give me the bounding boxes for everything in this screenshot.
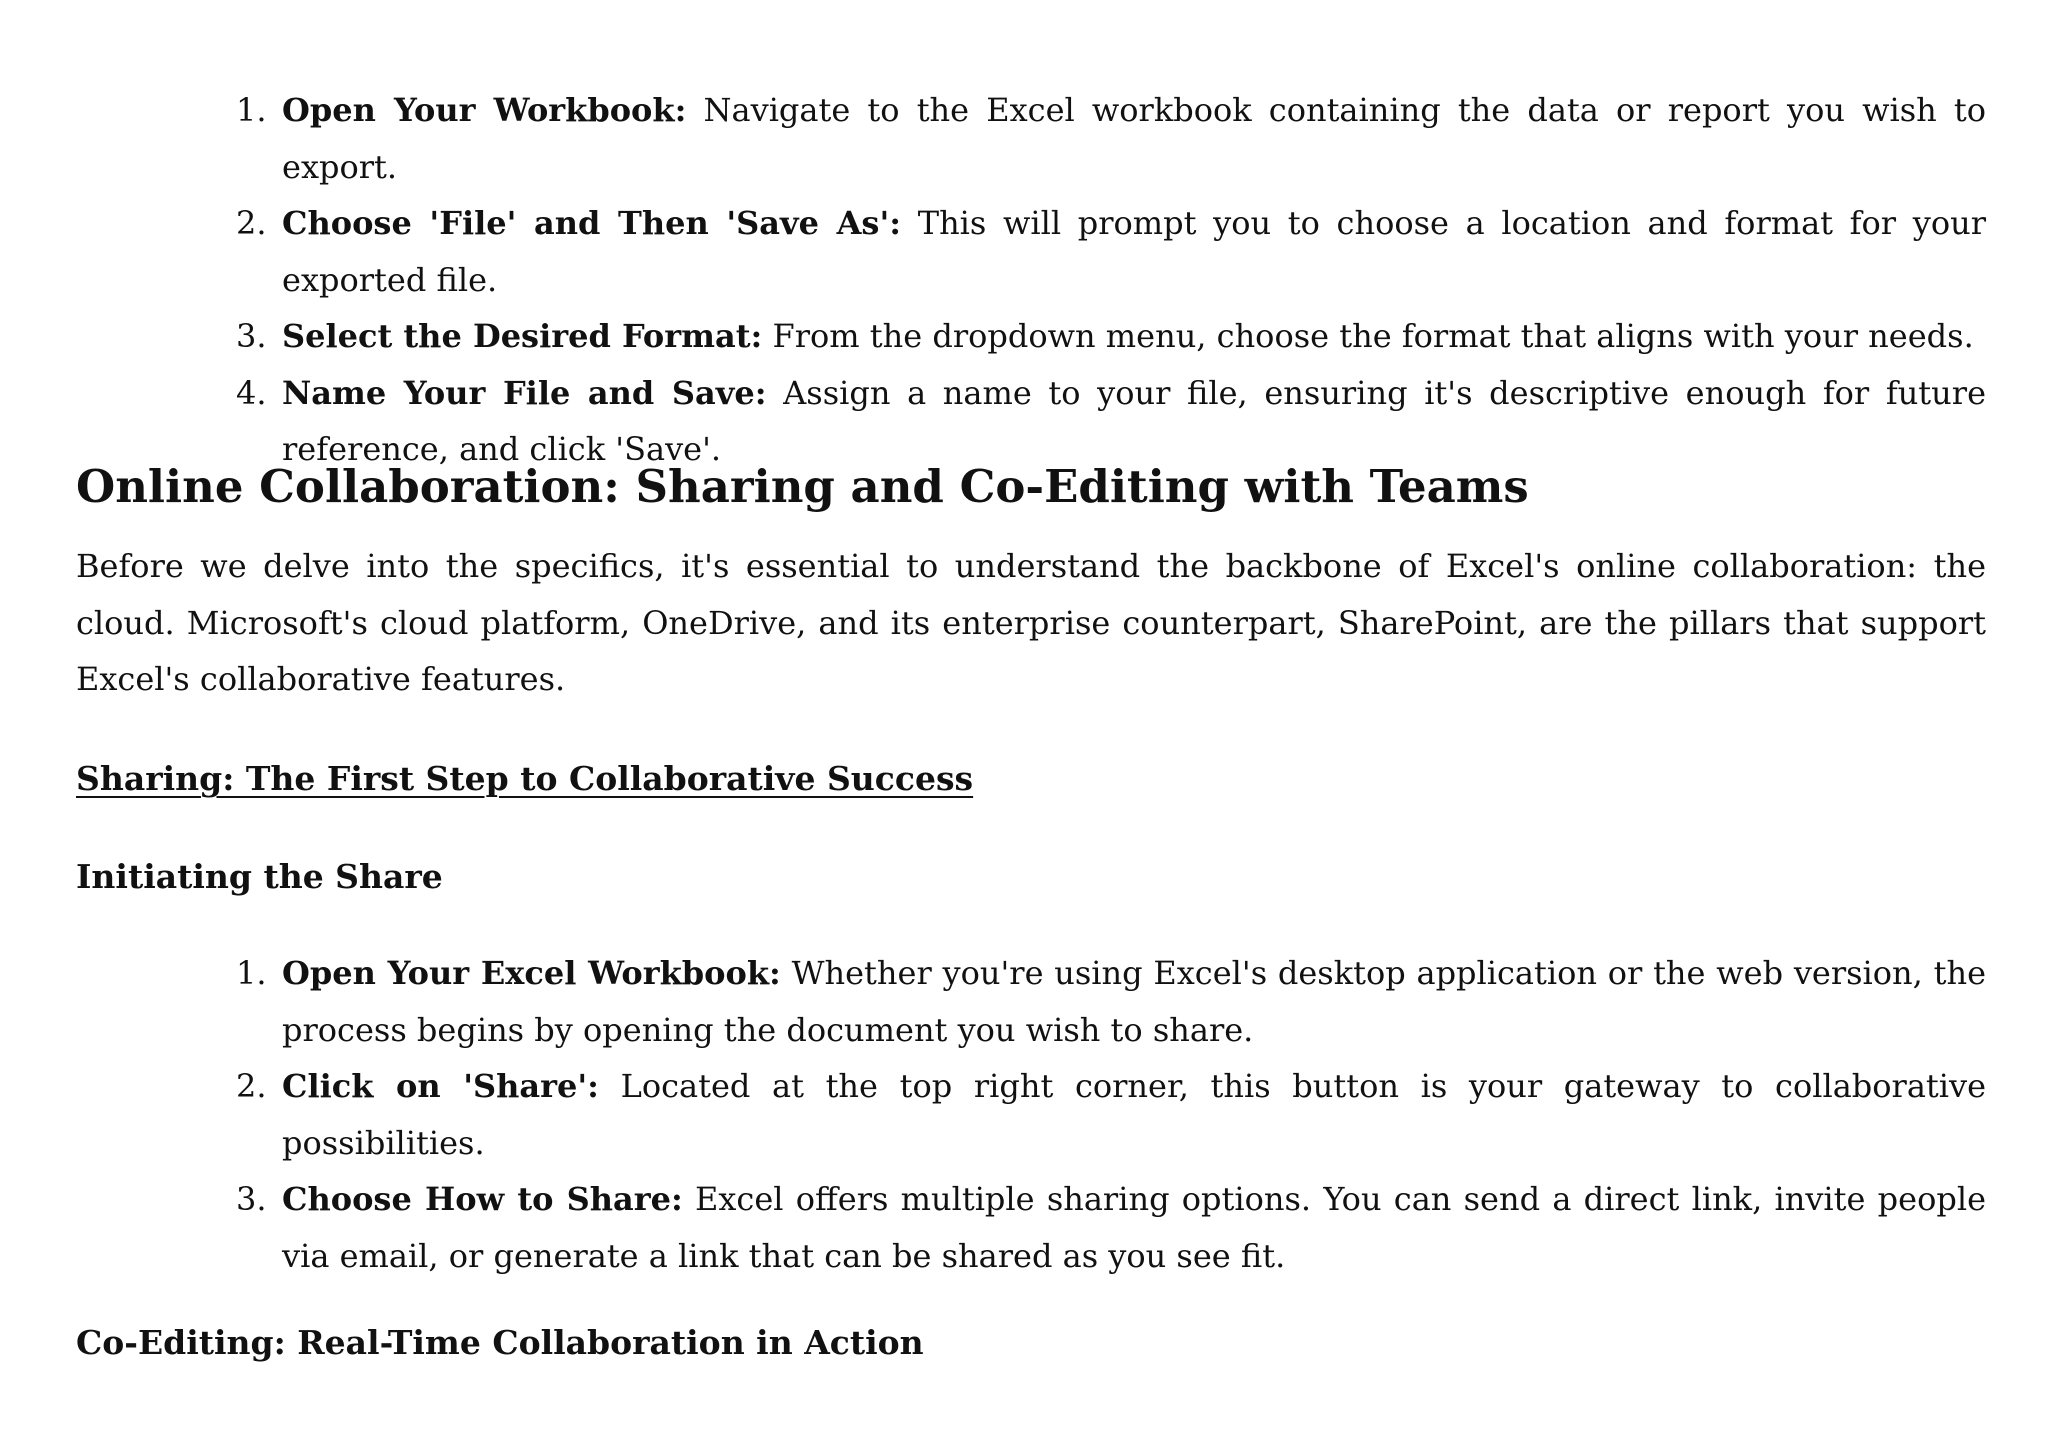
list-item-number: 4. (236, 373, 267, 412)
list-item-number: 3. (236, 317, 267, 355)
list-item-text: Assign a name to your file, ensuring it's descriptive enough for future reference, and click 'Save'. (282, 373, 1987, 468)
list-item (0, 82, 1986, 195)
list-item (0, 1058, 1986, 1171)
intro-paragraph: Before we delve into the specifics, it's essential to understand the backbone of Excel's online collaboration: the cloud. Microsoft's cloud platform, OneDrive, and its enterprise counterpart, SharePoint, are the pillars that support Excel's collaborative features. (76, 547, 1986, 698)
sharing-subheading (76, 753, 973, 805)
list-item-number: 3. (236, 1180, 267, 1218)
list-item-term: Click on 'Share': (282, 1067, 599, 1105)
list-item-term: Open Your Excel Workbook: (282, 954, 781, 992)
list-item-number: 2. (236, 1067, 267, 1105)
coediting-subheading: Co-Editing: Real-Time Collaboration in Action (76, 1323, 924, 1362)
list-item-text: Navigate to the Excel workbook containing the data or report you wish to export. (282, 91, 1987, 186)
export-steps-list (0, 82, 2048, 478)
list-item-number: 1. (236, 954, 267, 992)
list-item (0, 1171, 1986, 1284)
list-item-text: This will prompt you to choose a location and format for your exported file. (282, 204, 1987, 299)
list-item-text: Whether you're using Excel's desktop application or the web version, the process begins by opening the document you wish to share. (282, 954, 1987, 1049)
list-item-text: From the dropdown menu, choose the format that aligns with your needs. (762, 317, 1974, 355)
sharing-subheading-text: Sharing: The First Step to Collaborative Success (76, 759, 974, 798)
share-steps-list (0, 945, 2048, 1284)
list-item (0, 308, 1986, 365)
section-heading: Online Collaboration: Sharing and Co-Editing with Teams (76, 460, 1529, 513)
list-item-term: Choose 'File' and Then 'Save As': (282, 204, 902, 242)
list-item-number: 2. (236, 204, 267, 242)
list-item-term: Name Your File and Save: (282, 373, 767, 412)
list-item (0, 945, 1986, 1058)
list-item-text: Excel offers multiple sharing options. You can send a direct link, invite people via email, or generate a link that can be shared as you see fit. (282, 1180, 1987, 1275)
list-item-number: 1. (236, 91, 267, 129)
list-item (0, 195, 1986, 308)
list-item-term: Choose How to Share: (282, 1180, 683, 1218)
initiating-subheading: Initiating the Share (76, 857, 443, 896)
list-item-text: Located at the top right corner, this button is your gateway to collaborative possibilities. (282, 1067, 1987, 1162)
list-item-term: Select the Desired Format: (282, 317, 763, 355)
list-item-term: Open Your Workbook: (282, 91, 687, 129)
